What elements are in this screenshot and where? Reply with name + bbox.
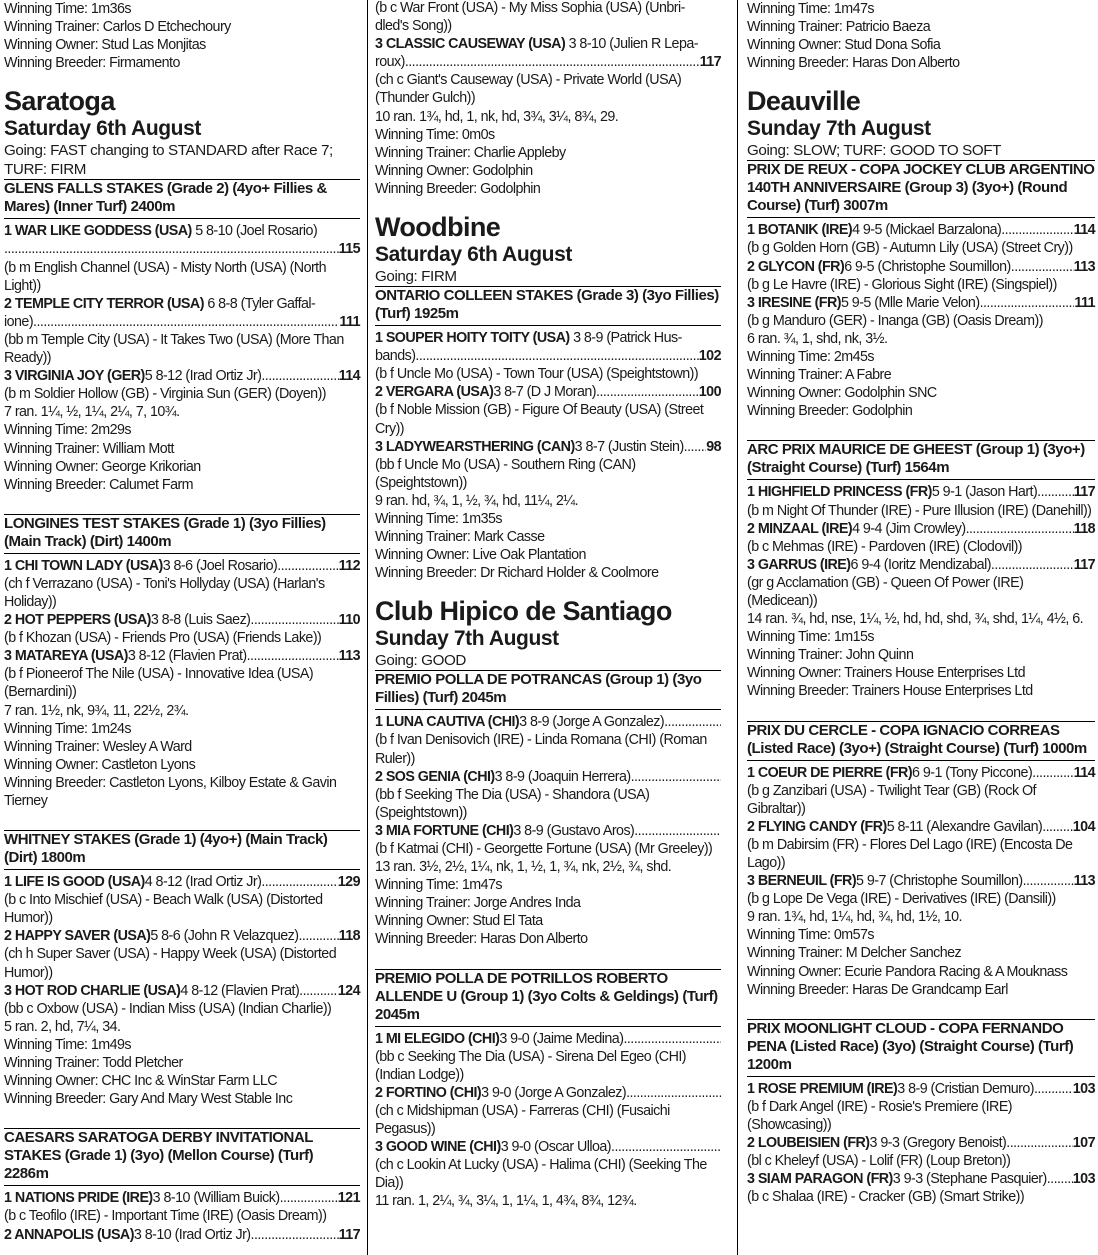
- entry-line: [747, 221, 1095, 239]
- entry-details: 4 9-5 (Mickael Barzalona): [852, 222, 1002, 239]
- entry-line: [4, 1189, 360, 1207]
- horse-name: 3 HOT ROD CHARLIE (USA): [4, 982, 181, 999]
- leader-dots: [1034, 1080, 1073, 1098]
- entry-line: [747, 818, 1095, 836]
- horse-name: 2 HAPPY SAVER (USA): [4, 928, 151, 945]
- result-line: Winning Breeder: Firmamento: [4, 55, 180, 72]
- race-title: CAESARS SARATOGA DERBY INVITATIONAL STAKES (Grade 1) (3yo) (Mellon Course) (Turf) 2286m: [4, 1128, 360, 1186]
- race-trainer: Winning Trainer: Jorge Andres Inda: [375, 895, 581, 912]
- entry-line: [375, 1084, 721, 1102]
- race-time: Winning Time: 2m45s: [747, 349, 875, 366]
- horse-name: 1 LIFE IS GOOD (USA): [4, 874, 145, 891]
- breeding: (bb c Seeking The Dia (USA) - Sirena Del Egeo (CHI) (Indian Lodge)): [375, 1048, 686, 1083]
- horse-name: 3 MIA FORTUNE (CHI): [375, 822, 514, 839]
- race-breeder: Winning Breeder: Dr Richard Holder & Coolmore: [375, 565, 659, 582]
- race-title: ARC PRIX MAURICE DE GHEEST (Group 1) (3yo+) (Straight Course) (Turf) 1564m: [747, 440, 1095, 480]
- result-line: Winning Owner: Stud Las Monjitas: [4, 37, 206, 54]
- race-ran: 9 ran. hd, ¾, 1, ½, ¾, hd, 11¼, 2¼.: [375, 492, 579, 509]
- entry-details: 6 9-1 (Tony Piccone): [912, 764, 1033, 781]
- leader-dots: [991, 556, 1074, 574]
- race-title: PRIX DU CERCLE - COPA IGNACIO CORREAS (Listed Race) (3yo+) (Straight Course) (Turf) 1000m: [747, 721, 1095, 761]
- leader-dots: [1037, 483, 1073, 501]
- rating: 114: [1073, 222, 1095, 239]
- race-title: ONTARIO COLLEEN STAKES (Grade 3) (3yo Fillies) (Turf) 1925m: [375, 286, 721, 326]
- race-title: GLENS FALLS STAKES (Grade 2) (4yo+ Fillies & Mares) (Inner Turf) 2400m: [4, 179, 360, 219]
- race-owner: Winning Owner: Castleton Lyons: [4, 756, 196, 773]
- entry-line: [747, 294, 1095, 312]
- leader-dots: [415, 347, 698, 365]
- leader-dots: [684, 438, 707, 456]
- spacer: [747, 420, 1095, 440]
- leader-dots: [298, 927, 338, 945]
- leader-dots: [4, 240, 339, 258]
- result-line: 10 ran. 1¾, hd, 1, nk, hd, 3¾, 3¼, 8¾, 29.: [375, 108, 619, 125]
- spacer: [747, 999, 1095, 1019]
- race-ran: 13 ran. 3½, 2½, 1¼, nk, 1, ½, 1, ¾, nk, 2½, ¾, shd.: [375, 859, 672, 876]
- breeding: (bb m Temple City (USA) - It Takes Two (USA) (More Than Ready)): [4, 331, 344, 367]
- entry-line: [375, 768, 721, 786]
- race-title: PRIX MOONLIGHT CLOUD - COPA FERNANDO PENA (Listed Race) (3yo) (Straight Course) (Turf) 1200m: [747, 1019, 1095, 1077]
- race-trainer: Winning Trainer: M Delcher Sanchez: [747, 945, 962, 962]
- race-breeder: Winning Breeder: Godolphin: [747, 403, 913, 420]
- result-line: Winning Breeder: Haras Don Alberto: [747, 55, 960, 72]
- entry-line: [4, 982, 360, 1000]
- breeding: (b f Uncle Mo (USA) - Town Tour (USA) (Speightstown)): [375, 366, 699, 383]
- horse-name: 1 WAR LIKE GODDESS (USA): [4, 223, 192, 240]
- breeding: (b c Teofilo (IRE) - Important Time (IRE) (Oasis Dream)): [4, 1208, 327, 1225]
- race-time: Winning Time: 1m24s: [4, 720, 132, 737]
- race-owner: Winning Owner: CHC Inc & WinStar Farm LLC: [4, 1073, 277, 1090]
- breeding: (b g Lope De Vega (IRE) - Derivatives (IRE) (Dansili)): [747, 891, 1056, 908]
- breeding: (b f Noble Mission (GB) - Figure Of Beauty (USA) (Street Cry)): [375, 402, 704, 437]
- race-title: LONGINES TEST STAKES (Grade 1) (3yo Fillies) (Main Track) (Dirt) 1400m: [4, 514, 360, 554]
- breeding: (b g Golden Horn (GB) - Autumn Lily (USA) (Street Cry)): [747, 240, 1073, 257]
- race-breeder: Winning Breeder: Gary And Mary West Stable Inc: [4, 1091, 293, 1108]
- entry-line: [747, 1170, 1095, 1188]
- horse-name: 1 NATIONS PRIDE (IRE): [4, 1190, 153, 1207]
- breeding: (bl c Kheleyf (USA) - Lolif (FR) (Loup Breton)): [747, 1153, 1011, 1170]
- entry-details: 5 8-11 (Alexandre Gavilan): [886, 818, 1043, 835]
- breeding: (ch c Lookin At Lucky (USA) - Halima (CHI) (Seeking The Dia)): [375, 1157, 707, 1192]
- leader-dots: [251, 1226, 339, 1244]
- meeting-date: Sunday 7th August: [747, 117, 931, 141]
- breeding: (b f Katmai (CHI) - Georgette Fortune (USA) (Mr Greeley)): [375, 841, 713, 857]
- breeding: (bb c Oxbow (USA) - Indian Miss (USA) (Indian Charlie)): [4, 1000, 332, 1017]
- column-rule: [367, 0, 368, 1255]
- horse-name: 1 SOUPER HOITY TOITY (USA): [375, 330, 570, 347]
- rating: 121: [337, 1190, 360, 1207]
- leader-dots: [1006, 1134, 1073, 1152]
- rating: 111: [1074, 294, 1095, 311]
- entry-line: [747, 556, 1095, 574]
- entry-line: [4, 557, 360, 575]
- race-ran: 14 ran. ¾, hd, nse, 1¼, ½, hd, hd, shd, ¾, shd, 1¼, 4½, 6.: [747, 611, 1084, 628]
- leader-dots: [405, 53, 700, 71]
- entry-rating-line: [4, 313, 360, 331]
- race-ran: 7 ran. 1¼, ½, 1¼, 2¼, 7, 10¾.: [4, 404, 180, 421]
- leader-dots: [596, 383, 699, 401]
- entry-details: 3 9-3 (Stephane Pasquier): [892, 1171, 1047, 1188]
- venue-title: Saratoga: [4, 86, 115, 117]
- result-line: Winning Breeder: Godolphin: [375, 180, 541, 197]
- rating: 118: [338, 928, 360, 945]
- entry-details: 4 9-4 (Jim Crowley): [852, 520, 966, 537]
- horse-name: 1 COEUR DE PIERRE (FR): [747, 764, 913, 781]
- entry-line: [4, 927, 360, 945]
- breeding: (b c Shalaa (IRE) - Cracker (GB) (Smart Strike)): [747, 1189, 1025, 1206]
- leader-dots: [1023, 872, 1074, 890]
- race-title: WHITNEY STAKES (Grade 1) (4yo+) (Main Track) (Dirt) 1800m: [4, 830, 360, 870]
- breeding: (b m Soldier Hollow (GB) - Virginia Sun (GER) (Doyen)): [4, 386, 326, 403]
- result-line: Winning Time: 0m0s: [375, 126, 495, 143]
- entry-details: 3 8-9 (Joaquin Herrera): [494, 768, 631, 785]
- horse-name: 3 CLASSIC CAUSEWAY (USA): [375, 36, 566, 53]
- going-text: TURF: FIRM: [4, 161, 87, 179]
- rating: 112: [338, 557, 360, 574]
- entry-details: 3 9-0 (Oscar Ulloa): [500, 1139, 612, 1156]
- entry-rating-line: [375, 53, 721, 71]
- going-text: Going: FAST changing to STANDARD after Race 7;: [4, 142, 333, 160]
- rating: 110: [338, 612, 360, 629]
- entry-details: 5 8-10 (Joel Rosario): [191, 223, 318, 240]
- race-time: Winning Time: 1m49s: [4, 1036, 132, 1053]
- horse-name: 1 LUNA CAUTIVA (CHI): [375, 714, 520, 731]
- rating: 98: [706, 438, 721, 455]
- entry-details: 3 8-7 (Justin Stein): [574, 438, 684, 455]
- entry-details: 4 8-12 (Flavien Prat): [180, 982, 300, 999]
- spacer: [4, 1108, 360, 1128]
- horse-name: 2 VERGARA (USA): [375, 384, 494, 401]
- rating: 113: [1073, 258, 1095, 275]
- entry-line: [747, 872, 1095, 890]
- venue-title: Deauville: [747, 86, 861, 117]
- race-title: PREMIO POLLA DE POTRILLOS ROBERTO ALLENDE U (Group 1) (3yo Colts & Geldings) (Turf) 2045m: [375, 969, 721, 1027]
- entry-line: [375, 1138, 721, 1156]
- leader-dots: [1042, 818, 1073, 836]
- horse-name: 3 BERNEUIL (FR): [747, 873, 857, 890]
- breeding: (b c Into Mischief (USA) - Beach Walk (USA) (Distorted Humor)): [4, 892, 323, 927]
- rating: 118: [1073, 520, 1095, 537]
- result-line: Winning Owner: Stud Dona Sofia: [747, 37, 941, 54]
- race-trainer: Winning Trainer: John Quinn: [747, 647, 914, 664]
- breeding: (ch c Midshipman (USA) - Farreras (CHI) (Fusaichi Pegasus)): [375, 1102, 670, 1138]
- result-line: Winning Owner: Godolphin: [375, 162, 533, 179]
- leader-dots: [250, 611, 338, 629]
- entry-line: [4, 873, 360, 891]
- going-text: Going: SLOW; TURF: GOOD TO SOFT: [747, 142, 1001, 160]
- entry-line: [747, 483, 1095, 501]
- rating: 102: [698, 348, 721, 365]
- breeding: (b f Khozan (USA) - Friends Pro (USA) (Friends Lake)): [4, 630, 322, 647]
- horse-name: 3 IRESINE (FR): [747, 294, 841, 311]
- leader-dots: [1011, 258, 1074, 276]
- race-ran: 9 ran. 1¾, hd, 1¼, hd, ¾, hd, 1½, 10.: [747, 909, 962, 926]
- leader-dots: [980, 294, 1075, 312]
- race-breeder: Winning Breeder: Haras De Grandcamp Earl: [747, 981, 1008, 998]
- entry-line: [747, 1080, 1095, 1098]
- entry-details: 3 8-8 (Luis Saez): [150, 612, 251, 629]
- entry-details: 3 8-9 (Patrick Hus-: [569, 330, 682, 347]
- breeding: (bb f Uncle Mo (USA) - Southern Ring (CAN) (Speightstown)): [375, 456, 636, 491]
- result-line: Winning Trainer: Patricio Baeza: [747, 19, 931, 36]
- horse-name: 3 LADYWEARSTHERING (CAN): [375, 438, 575, 455]
- entry-head-line: [4, 222, 360, 240]
- breeding: dled's Song)): [375, 18, 452, 35]
- horse-name: 1 ROSE PREMIUM (IRE): [747, 1080, 898, 1097]
- race-breeder: Winning Breeder: Trainers House Enterprises Ltd: [747, 683, 1033, 700]
- race-title: PRIX DE REUX - COPA JOCKEY CLUB ARGENTINO 140TH ANNIVERSAIRE (Group 3) (3yo+) (Round Course) (Turf) 3007m: [747, 160, 1095, 218]
- meeting-date: Sunday 7th August: [375, 627, 559, 651]
- race-ran: 11 ran. 1, 2¼, ¾, 3¼, 1, 1¼, 1, 4¾, 8¾, 12¾.: [375, 1193, 637, 1210]
- spacer: [4, 810, 360, 830]
- rating: 113: [1073, 873, 1095, 890]
- leader-dots: [280, 1189, 338, 1207]
- venue-title: Club Hipico de Santiago: [375, 596, 672, 627]
- leader-dots: [966, 520, 1074, 538]
- entry-details: 5 9-7 (Christophe Soumillon): [856, 873, 1023, 890]
- race-owner: Winning Owner: George Krikorian: [4, 458, 201, 475]
- leader-dots: [623, 1030, 721, 1048]
- entry-line: [747, 1134, 1095, 1152]
- entry-head-line: [375, 329, 721, 347]
- spacer: [4, 494, 360, 514]
- race-time: Winning Time: 1m15s: [747, 629, 875, 646]
- entry-details: 5 8-12 (Irad Ortiz Jr): [144, 368, 262, 385]
- breeding: (b g Zanzibari (USA) - Twilight Tear (GB) (Rock Of Gibraltar)): [747, 782, 1036, 817]
- race-ran: 5 ran. 2, hd, 7¼, 34.: [4, 1018, 121, 1035]
- horse-name: 2 FORTINO (CHI): [375, 1084, 482, 1101]
- leader-dots: [611, 1138, 721, 1156]
- race-breeder: Winning Breeder: Calumet Farm: [4, 476, 194, 493]
- leader-dots: [299, 982, 338, 1000]
- entry-details-cont: bands): [375, 348, 416, 365]
- leader-dots: [247, 647, 339, 665]
- entry-details: 3 8-10 (Julien R Lepa-: [565, 36, 698, 53]
- horse-name: 3 GOOD WINE (CHI): [375, 1139, 501, 1156]
- race-breeder: Winning Breeder: Castleton Lyons, Kilboy Estate & Gavin Tierney: [4, 774, 337, 809]
- result-line: Winning Time: 1m36s: [4, 1, 132, 17]
- horse-name: 3 VIRGINIA JOY (GER): [4, 368, 145, 385]
- race-owner: Winning Owner: Stud El Tata: [375, 913, 543, 930]
- entry-line: [4, 1226, 360, 1244]
- horse-name: 1 BOTANIK (IRE): [747, 222, 853, 239]
- rating: 117: [1073, 484, 1095, 501]
- race-time: Winning Time: 2m29s: [4, 422, 132, 439]
- entry-details: 5 9-1 (Jason Hart): [931, 484, 1038, 501]
- entry-line: [747, 764, 1095, 782]
- result-line: Winning Trainer: Carlos D Etchechoury: [4, 19, 231, 36]
- breeding: (ch c Giant's Causeway (USA) - Private World (USA) (Thunder Gulch)): [375, 72, 682, 107]
- entry-line: [4, 647, 360, 665]
- race-title: PREMIO POLLA DE POTRANCAS (Group 1) (3yo Fillies) (Turf) 2045m: [375, 670, 721, 710]
- rating: 100: [698, 384, 721, 401]
- rating: 111: [339, 313, 360, 330]
- entry-details: 5 8-6 (John R Velazquez): [150, 928, 299, 945]
- entry-head-line: [375, 35, 721, 53]
- race-owner: Winning Owner: Godolphin SNC: [747, 385, 937, 402]
- leader-dots: [626, 1084, 721, 1102]
- race-owner: Winning Owner: Ecurie Pandora Racing & A Mouknass: [747, 963, 1068, 980]
- results-column-1: [4, 0, 360, 1244]
- race-breeder: Winning Breeder: Haras Don Alberto: [375, 931, 588, 948]
- horse-name: 2 GLYCON (FR): [747, 258, 845, 275]
- entry-line: [4, 611, 360, 629]
- rating: 103: [1072, 1171, 1095, 1188]
- entry-details: 5 9-5 (Mlle Marie Velon): [840, 294, 980, 311]
- race-owner: Winning Owner: Live Oak Plantation: [375, 547, 586, 564]
- entry-line: [375, 438, 721, 456]
- meeting-date: Saturday 6th August: [375, 243, 572, 267]
- result-line: Winning Time: 1m47s: [747, 1, 875, 17]
- rating: 114: [1073, 764, 1095, 781]
- rating: 115: [338, 241, 360, 258]
- breeding: (gr g Acclamation (GB) - Queen Of Power (IRE) (Medicean)): [747, 574, 1024, 609]
- horse-name: 2 LOUBEISIEN (FR): [747, 1135, 870, 1152]
- race-ran: 7 ran. 1½, nk, 9¾, 11, 22½, 2¾.: [4, 702, 189, 719]
- horse-name: 2 MINZAAL (IRE): [747, 520, 853, 537]
- entry-line: [747, 520, 1095, 538]
- horse-name: 1 HIGHFIELD PRINCESS (FR): [747, 484, 932, 501]
- entry-details: 3 8-9 (Gustavo Aros): [513, 822, 635, 839]
- rating: 124: [337, 982, 360, 999]
- entry-details: 3 8-12 (Flavien Prat): [127, 648, 247, 665]
- entry-details: 3 9-3 (Gregory Benoist): [869, 1135, 1007, 1152]
- leader-dots: [631, 768, 721, 786]
- horse-name: 2 HOT PEPPERS (USA): [4, 612, 151, 629]
- breeding: (b f Ivan Denisovich (IRE) - Linda Romana (CHI) (Roman Ruler)): [375, 732, 707, 767]
- entry-line: [375, 822, 721, 840]
- entry-details: 3 9-0 (Jorge A Gonzalez): [481, 1084, 627, 1101]
- breeding: (ch f Verrazano (USA) - Toni's Hollyday (USA) (Harlan's Holiday)): [4, 575, 325, 610]
- spacer: [747, 701, 1095, 721]
- rating: 129: [337, 874, 360, 891]
- breeding: (b m English Channel (USA) - Misty North (USA) (North Light)): [4, 259, 327, 294]
- leader-dots: [261, 367, 338, 385]
- entry-details: 3 8-6 (Joel Rosario): [162, 557, 278, 574]
- leader-dots: [664, 713, 721, 731]
- breeding: (b m Dabirsim (FR) - Flores Del Lago (IRE) (Encosta De Lago)): [747, 836, 1073, 871]
- entry-details: 3 8-10 (William Buick): [152, 1190, 280, 1207]
- leader-dots: [1032, 764, 1073, 782]
- entry-details: 3 8-7 (D J Moran): [493, 384, 597, 401]
- horse-name: 3 MATAREYA (USA): [4, 648, 128, 665]
- breeding: (bb f Seeking The Dia (USA) - Shandora (USA) (Speightstown)): [375, 786, 650, 821]
- result-line: Winning Trainer: Charlie Appleby: [375, 144, 566, 161]
- going-text: Going: FIRM: [375, 268, 457, 286]
- results-column-2: [375, 0, 721, 1211]
- breeding: (b f Dark Angel (IRE) - Rosie's Premiere (IRE) (Showcasing)): [747, 1098, 1013, 1133]
- rating: 107: [1072, 1135, 1095, 1152]
- rating: 103: [1072, 1080, 1095, 1097]
- race-trainer: Winning Trainer: Todd Pletcher: [4, 1055, 183, 1072]
- horse-name: 1 MI ELEGIDO (CHI): [375, 1030, 500, 1047]
- leader-dots: [261, 873, 337, 891]
- entry-details: 6 9-4 (Ioritz Mendizabal): [850, 556, 991, 573]
- breeding: (b g Le Havre (IRE) - Glorious Sight (IRE) (Singspiel)): [747, 276, 1057, 293]
- race-trainer: Winning Trainer: A Fabre: [747, 367, 892, 384]
- breeding: (b c War Front (USA) - My Miss Sophia (USA) (Unbri-: [375, 0, 685, 16]
- horse-name: 3 SIAM PARAGON (FR): [747, 1171, 893, 1188]
- leader-dots: [1001, 221, 1073, 239]
- horse-name: 2 SOS GENIA (CHI): [375, 768, 495, 785]
- entry-rating-line: [375, 347, 721, 365]
- leader-dots: [33, 313, 339, 331]
- leader-dots: [634, 822, 721, 840]
- entry-head-line: [4, 295, 360, 313]
- rating: 113: [338, 648, 360, 665]
- breeding: (b m Night Of Thunder (IRE) - Pure Illusion (IRE) (Danehill)): [747, 502, 1092, 519]
- rating: 114: [338, 368, 360, 385]
- entry-line: [4, 367, 360, 385]
- horse-name: 2 ANNAPOLIS (USA): [4, 1226, 134, 1243]
- entry-details: 6 9-5 (Christophe Soumillon): [844, 258, 1011, 275]
- race-time: Winning Time: 1m35s: [375, 510, 503, 527]
- race-owner: Winning Owner: Trainers House Enterprises Ltd: [747, 665, 1025, 682]
- rating: 117: [699, 54, 721, 71]
- entry-details: 3 8-9 (Jorge A Gonzalez): [519, 714, 665, 731]
- entry-details: 6 8-8 (Tyler Gaffal-: [203, 295, 316, 312]
- entry-line: [375, 383, 721, 401]
- horse-name: 1 CHI TOWN LADY (USA): [4, 557, 163, 574]
- rating: 117: [338, 1226, 360, 1243]
- leader-dots: [277, 557, 338, 575]
- rating: 104: [1072, 818, 1095, 835]
- entry-line: [747, 258, 1095, 276]
- race-trainer: Winning Trainer: Wesley A Ward: [4, 738, 192, 755]
- meeting-date: Saturday 6th August: [4, 117, 201, 141]
- race-trainer: Winning Trainer: William Mott: [4, 440, 174, 457]
- entry-line: [375, 713, 721, 731]
- horse-name: 3 GARRUS (IRE): [747, 556, 851, 573]
- entry-details-cont: roux): [375, 54, 405, 71]
- spacer: [375, 949, 721, 969]
- breeding: (ch h Super Saver (USA) - Happy Week (USA) (Distorted Humor)): [4, 946, 337, 981]
- breeding: (b c Mehmas (IRE) - Pardoven (IRE) (Clodovil)): [747, 538, 1022, 555]
- entry-details-cont: ione): [4, 313, 34, 330]
- results-column-3: [747, 0, 1095, 1206]
- going-text: Going: GOOD: [375, 652, 466, 670]
- rating: 117: [1073, 556, 1095, 573]
- race-time: Winning Time: 1m47s: [375, 877, 503, 894]
- entry-details: 4 8-12 (Irad Ortiz Jr): [144, 874, 262, 891]
- entry-rating-line: [4, 240, 360, 258]
- horse-name: 2 TEMPLE CITY TERROR (USA): [4, 295, 204, 312]
- race-ran: 6 ran. ¾, 1, shd, nk, 3½.: [747, 330, 888, 347]
- horse-name: 2 FLYING CANDY (FR): [747, 818, 887, 835]
- race-time: Winning Time: 0m57s: [747, 927, 875, 944]
- venue-title: Woodbine: [375, 212, 501, 243]
- entry-details: 3 8-9 (Cristian Demuro): [897, 1080, 1034, 1097]
- entry-details: 3 8-10 (Irad Ortiz Jr): [133, 1226, 251, 1243]
- leader-dots: [1047, 1170, 1073, 1188]
- race-trainer: Winning Trainer: Mark Casse: [375, 529, 545, 546]
- breeding: (b f Pioneerof The Nile (USA) - Innovative Idea (USA) (Bernardini)): [4, 666, 314, 701]
- breeding: (b g Manduro (GER) - Inanga (GB) (Oasis Dream)): [747, 312, 1043, 329]
- entry-line: [375, 1030, 721, 1048]
- entry-details: 3 9-0 (Jaime Medina): [499, 1030, 624, 1047]
- column-rule: [737, 0, 738, 1255]
